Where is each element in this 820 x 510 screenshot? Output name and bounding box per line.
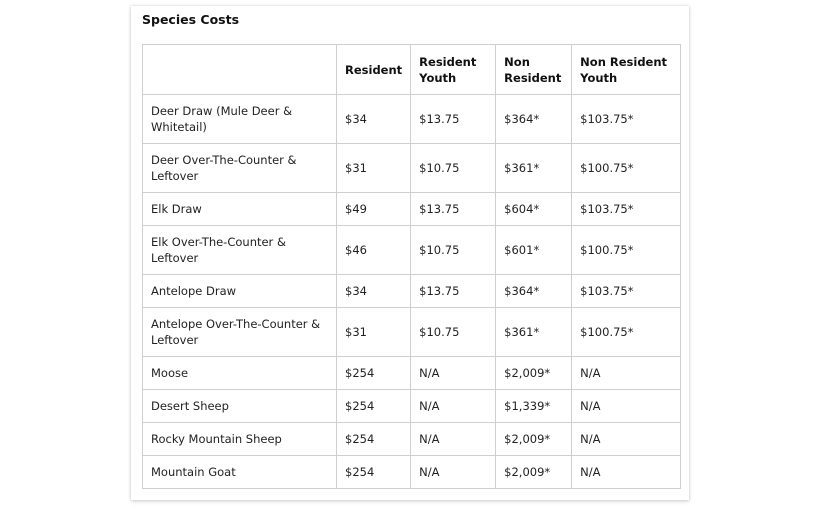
non-resident-cost-cell: $2,009* (496, 357, 572, 390)
species-cell: Antelope Draw (143, 275, 337, 308)
species-cell: Elk Draw (143, 193, 337, 226)
resident-cost-cell: $31 (337, 308, 411, 357)
table-row (143, 193, 681, 226)
resident-cost-cell: $254 (337, 423, 411, 456)
card-title: Species Costs (142, 12, 240, 27)
non-resident-cost-cell: $604* (496, 193, 572, 226)
header-non-resident-youth: Non Resident Youth (572, 45, 681, 95)
non-resident-youth-cost-cell: $103.75* (572, 193, 681, 226)
species-cell: Moose (143, 357, 337, 390)
table-row (143, 390, 681, 423)
non-resident-cost-cell: $601* (496, 226, 572, 275)
header-resident: Resident (337, 45, 411, 95)
species-cell: Elk Over-The-Counter & Leftover (143, 226, 337, 275)
table-row (143, 144, 681, 193)
resident-youth-cost-cell: N/A (411, 357, 496, 390)
non-resident-youth-cost-cell: N/A (572, 357, 681, 390)
resident-youth-cost-cell: $10.75 (411, 226, 496, 275)
resident-cost-cell: $254 (337, 357, 411, 390)
resident-cost-cell: $49 (337, 193, 411, 226)
resident-cost-cell: $254 (337, 456, 411, 489)
non-resident-youth-cost-cell: N/A (572, 390, 681, 423)
non-resident-cost-cell: $1,339* (496, 390, 572, 423)
species-cell: Rocky Mountain Sheep (143, 423, 337, 456)
non-resident-youth-cost-cell: $100.75* (572, 144, 681, 193)
species-cell: Deer Draw (Mule Deer & Whitetail) (143, 95, 337, 144)
non-resident-youth-cost-cell: N/A (572, 423, 681, 456)
table-row (143, 95, 681, 144)
resident-youth-cost-cell: $13.75 (411, 95, 496, 144)
non-resident-cost-cell: $361* (496, 308, 572, 357)
resident-cost-cell: $46 (337, 226, 411, 275)
resident-youth-cost-cell: N/A (411, 423, 496, 456)
resident-cost-cell: $34 (337, 95, 411, 144)
non-resident-youth-cost-cell: $100.75* (572, 308, 681, 357)
resident-youth-cost-cell: N/A (411, 390, 496, 423)
non-resident-cost-cell: $364* (496, 95, 572, 144)
header-resident-youth: Resident Youth (411, 45, 496, 95)
non-resident-youth-cost-cell: $103.75* (572, 95, 681, 144)
resident-cost-cell: $254 (337, 390, 411, 423)
non-resident-cost-cell: $2,009* (496, 456, 572, 489)
species-cell: Desert Sheep (143, 390, 337, 423)
table-row (143, 357, 681, 390)
non-resident-cost-cell: $361* (496, 144, 572, 193)
table-row (143, 423, 681, 456)
resident-youth-cost-cell: $10.75 (411, 144, 496, 193)
non-resident-youth-cost-cell: N/A (572, 456, 681, 489)
resident-cost-cell: $31 (337, 144, 411, 193)
species-cell: Deer Over-The-Counter & Leftover (143, 144, 337, 193)
non-resident-youth-cost-cell: $100.75* (572, 226, 681, 275)
species-cell: Mountain Goat (143, 456, 337, 489)
species-costs-card (131, 6, 689, 500)
non-resident-cost-cell: $2,009* (496, 423, 572, 456)
table-row (143, 456, 681, 489)
non-resident-cost-cell: $364* (496, 275, 572, 308)
non-resident-youth-cost-cell: $103.75* (572, 275, 681, 308)
resident-youth-cost-cell: $13.75 (411, 193, 496, 226)
resident-youth-cost-cell: N/A (411, 456, 496, 489)
table-header-row (143, 45, 681, 95)
resident-youth-cost-cell: $10.75 (411, 308, 496, 357)
species-cell: Antelope Over-The-Counter & Leftover (143, 308, 337, 357)
header-species (143, 45, 337, 95)
table-row (143, 226, 681, 275)
resident-youth-cost-cell: $13.75 (411, 275, 496, 308)
table-row (143, 275, 681, 308)
resident-cost-cell: $34 (337, 275, 411, 308)
table-row (143, 308, 681, 357)
species-costs-table (142, 44, 681, 489)
header-non-resident: Non Resident (496, 45, 572, 95)
